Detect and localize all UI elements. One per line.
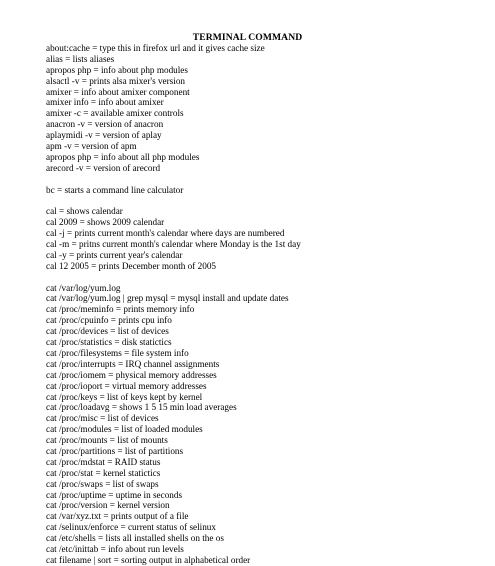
command-line: cat /proc/mounts = list of mounts: [46, 435, 168, 446]
command-line: alias = lists aliases: [46, 53, 115, 64]
command-line: cat /proc/loadavg = shows 1 5 15 min load averages: [46, 402, 237, 413]
command-line: cat /var/log/yum.log: [46, 282, 121, 293]
command-line: cal 2009 = shows 2009 calendar: [46, 217, 165, 228]
command-line: cat /proc/keys = list of keys kept by kernel: [46, 391, 203, 402]
command-line: aplaymidi -v = version of aplay: [46, 130, 162, 141]
command-line: apm -v = version of apm: [46, 141, 137, 152]
command-line: cat /proc/interrupts = IRQ channel assignments: [46, 358, 220, 369]
command-line: arecord -v = version of arecord: [46, 162, 161, 173]
command-line: anacron -v = version of anacron: [46, 119, 164, 130]
blank-line: [46, 195, 486, 206]
command-line: cat /proc/uptime = uptime in seconds: [46, 489, 183, 500]
command-line: amixer = info about amixer component: [46, 86, 190, 97]
command-line: alsactl -v = prints alsa mixer's version: [46, 75, 186, 86]
command-line: cat /etc/shells = lists all installed shells on the os: [46, 533, 224, 544]
command-line: cat /var/log/yum.log | grep mysql = mysql install and update dates: [46, 293, 289, 304]
command-line: cal -y = prints current year's calendar: [46, 249, 183, 260]
blank-line: [46, 174, 486, 185]
command-line: cat /proc/partitions = list of partitions: [46, 445, 184, 456]
command-line: cal = shows calendar: [46, 206, 123, 217]
command-line: cat /selinux/enforce = current status of selinux: [46, 522, 216, 533]
command-line: cat /proc/filesystems = file system info: [46, 347, 189, 358]
command-line: amixer -c = available amixer controls: [46, 108, 184, 119]
blank-line: [46, 272, 486, 283]
command-line: cat /proc/devices = list of devices: [46, 326, 169, 337]
command-line: cat /proc/iomem = physical memory addresses: [46, 369, 217, 380]
command-line: cat filename | sort = sorting output in alphabetical order: [46, 554, 251, 565]
command-line: cal -m = pritns current month's calendar where Monday is the 1st day: [46, 239, 301, 250]
command-line: cat /etc/inittab = info about run levels: [46, 543, 184, 554]
command-line: bc = starts a command line calculator: [46, 184, 184, 195]
command-line: cat /proc/ioport = virtual memory addresses: [46, 380, 207, 391]
command-line: cat /proc/version = kernel version: [46, 500, 170, 511]
command-line: apropos php = info about php modules: [46, 64, 188, 75]
command-line: cat /proc/stat = kernel statictics: [46, 467, 161, 478]
command-line: cat /proc/meminfo = prints memory info: [46, 304, 195, 315]
document-body: [46, 43, 486, 566]
command-line: cat /var/xyz.txt = prints output of a file: [46, 511, 189, 522]
command-line: cat /proc/mdstat = RAID status: [46, 456, 161, 467]
command-line: about:cache = type this in firefox url and it gives cache size: [46, 43, 265, 53]
command-line: cat /proc/swaps = list of swaps: [46, 478, 159, 489]
command-line: cat /proc/misc = list of devices: [46, 413, 159, 424]
command-line: cat /proc/cpuinfo = prints cpu info: [46, 315, 172, 326]
command-line: cat /proc/statistics = disk statictics: [46, 337, 172, 348]
command-line: cal -j = prints current month's calendar where days are numbered: [46, 228, 285, 239]
command-line: cat /proc/modules = list of loaded modules: [46, 424, 203, 435]
command-line: cal 12 2005 = prints December month of 2005: [46, 260, 217, 271]
command-line: apropos php = info about all php modules: [46, 151, 200, 162]
command-line: amixer info = info about amixer: [46, 97, 164, 108]
document-title: TERMINAL COMMAND: [192, 32, 303, 43]
